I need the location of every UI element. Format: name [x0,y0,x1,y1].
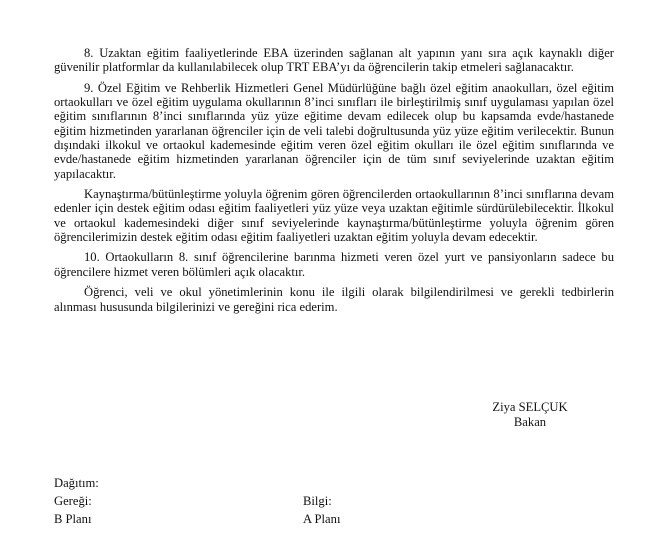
distribution-bilgi-value: A Planı [303,512,341,526]
signatory-title: Bakan [513,415,547,429]
paragraph-item-9: 9. Özel Eğitim ve Rehberlik Hizmetleri Genel Müdürlüğüne bağlı özel eğitim anaokulları, özel eğitim ortaokulları ve özel eğitim uygulama okullarının 8’inci sınıfları ile birleştirilmiş sınıf uygulaması yapılan özel eğitim sınıflarının 8’inci sınıflarında yüz yüze eğitime devam edilecek olup bu kapsamda evde/hastanede eğitim hizmetinden yararlanan öğrenciler için de veli talebi doğrultusunda yüz yüze eğitim verilecektir. Bunun dışındaki ilkokul ve ortaokul kademesinde eğitim veren özel eğitim okulları ile özel eğitim sınıflarında ve evde/hastanede eğitim hizmetinden yararlanan öğrenciler için de tüm sınıf seviyelerinde uzaktan eğitim yapılacaktır. [54,80,614,181]
paragraph-item-8: 8. Uzaktan eğitim faaliyetlerinde EBA üzerinden sağlanan alt yapının yanı sıra açık kaynaklı diğer güvenilir platformlar da kullanılabilecek olup TRT EBA’yı da öğrencilerin takip etmeleri sağlanacaktır. [54,46,614,75]
distribution-bilgi-label: Bilgi: [303,494,332,508]
paragraph-item-10: 10. Ortaokulların 8. sınıf öğrencilerine barınma hizmeti veren özel yurt ve pansiyonların sadece bu öğrencilere hizmet veren bölümleri açık olacaktır. [54,250,614,279]
distribution-gereği-label: Gereği: [54,494,92,508]
document-body [54,46,614,320]
signature-block [470,400,590,430]
distribution-gereği-value: B Planı [54,512,92,526]
distribution-right [303,492,340,528]
distribution-heading: Dağıtım: [54,476,99,490]
paragraph-closing: Öğrenci, veli ve okul yönetimlerinin konu ile ilgili olarak bilgilendirilmesi ve gerekli tedbirlerin alınması hususunda bilgilerinizi ve gereğini rica ederim. [54,285,614,314]
paragraph-inclusion: Kaynaştırma/bütünleştirme yoluyla öğrenim gören öğrencilerden ortaokullarının 8’inci sınıflarına devam edenler için destek eğitim odası eğitim faaliyetleri yüz yüze veya uzaktan eğitimle sürdürülebilecektir. İlkokul ve ortaokul kademesindeki diğer sınıf seviyelerinde kaynaştırma/bütünleştirme yoluyla öğrenim gören öğrencilerimizin destek eğitim odası eğitim faaliyetleri uzaktan eğitim yoluyla devam edecektir. [54,187,614,244]
signatory-name: Ziya SELÇUK [492,400,568,414]
distribution-left [54,474,99,528]
